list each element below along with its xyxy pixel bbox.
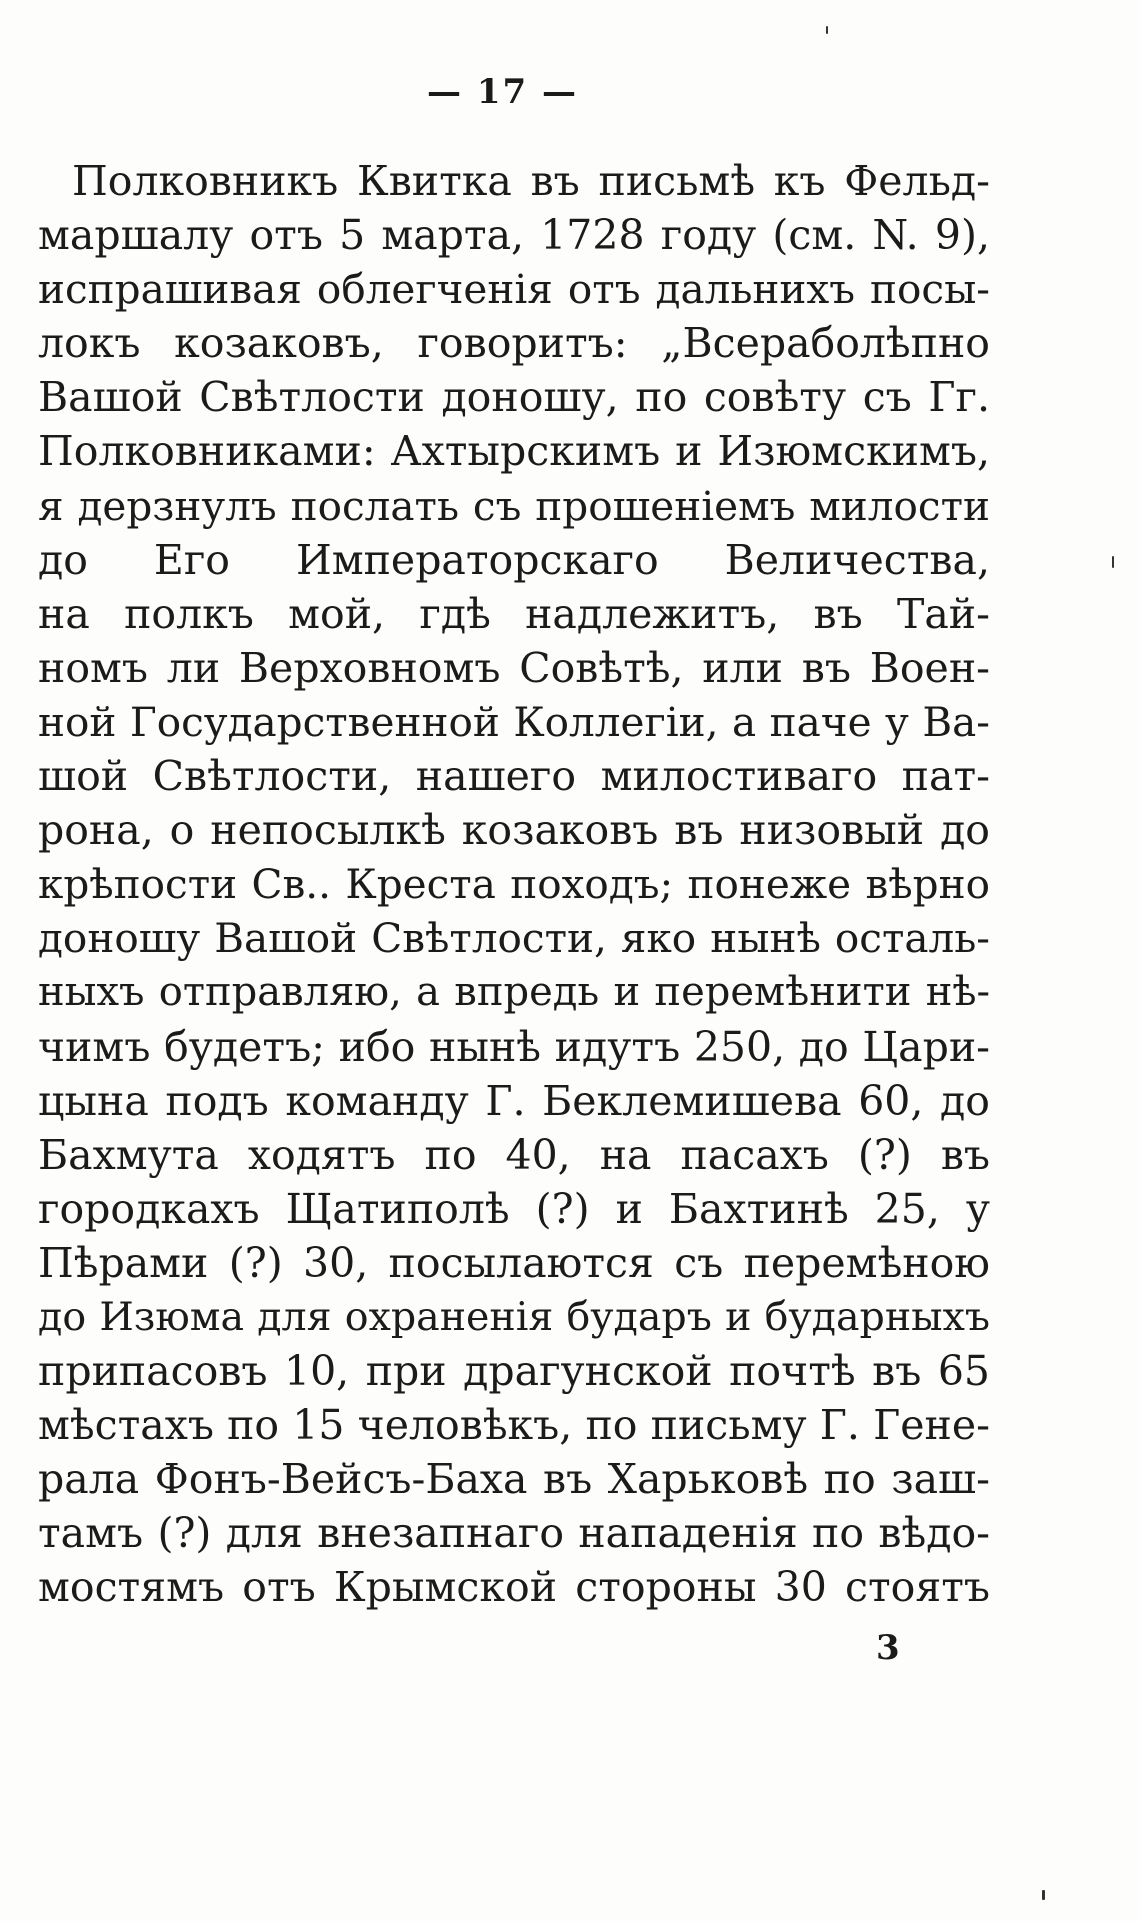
text-line: Пѣрами (?) 30, посылаются съ перемѣною: [38, 1238, 990, 1287]
text-line: ной Государственной Коллегіи, а паче у Ва-: [38, 697, 990, 746]
text-line: Полковникъ Квитка въ письмѣ къ Фельд-: [72, 157, 990, 205]
text-line: Вашой Свѣтлости доношу, по совѣту съ Гг.: [38, 373, 990, 422]
text-line: ныхъ отправляю, а впредь и перемѣнити нѣ-: [38, 969, 990, 1016]
text-line: припасовъ 10, при драгунской почтѣ въ 65: [38, 1347, 990, 1396]
signature-mark: 3: [876, 1628, 900, 1668]
page-number: — 17 —: [427, 72, 578, 112]
text-line: доношу Вашой Свѣтлости, яко нынѣ осталь-: [38, 914, 990, 963]
text-line: городкахъ Щатиполѣ (?) и Бахтинѣ 25, у: [38, 1184, 990, 1233]
text-line: на полкъ мой, гдѣ надлежитъ, въ Тай-: [38, 589, 990, 638]
text-line: до Его Императорскаго Величества,: [38, 535, 990, 584]
text-line: чимъ будетъ; ибо нынѣ идутъ 250, до Цари-: [38, 1022, 990, 1071]
text-line: крѣпости Св.. Креста походъ; понеже вѣрно: [38, 860, 990, 909]
text-line: я дерзнулъ послать съ прошеніемъ милости: [38, 481, 990, 530]
text-line: мѣстахъ по 15 человѣкъ, по письму Г. Гене-: [38, 1401, 990, 1450]
text-line: Полковниками: Ахтырскимъ и Изюмскимъ,: [38, 427, 990, 476]
scan-speck: [826, 26, 828, 34]
scan-speck: [1112, 556, 1114, 568]
scan-speck: [1042, 1890, 1045, 1900]
text-line: тамъ (?) для внезапнаго нападенія по вѣдо-: [38, 1509, 990, 1558]
text-line: рала Фонъ-Вейсъ-Баха въ Харьковѣ по заш-: [38, 1455, 990, 1504]
text-line: до Изюма для охраненія бударъ и бударныхъ: [38, 1293, 990, 1340]
text-line: маршалу отъ 5 марта, 1728 году (см. N. 9),: [38, 211, 990, 260]
text-line: локъ козаковъ, говоритъ: „Всераболѣпно: [38, 319, 990, 368]
body-text: [38, 154, 990, 1615]
text-line: Бахмута ходятъ по 40, на пасахъ (?) въ: [38, 1130, 990, 1179]
text-line: испрашивая облегченія отъ дальнихъ посы-: [38, 265, 990, 314]
text-line: мостямъ отъ Крымской стороны 30 стоятъ: [38, 1563, 990, 1612]
text-line: шой Свѣтлости, нашего милостиваго пат-: [38, 752, 990, 801]
text-line: номъ ли Верховномъ Совѣтѣ, или въ Воен-: [38, 643, 990, 692]
text-line: цына подъ команду Г. Беклемишева 60, до: [38, 1076, 990, 1125]
text-line: рона, о непосылкѣ козаковъ въ низовый до: [38, 806, 990, 855]
